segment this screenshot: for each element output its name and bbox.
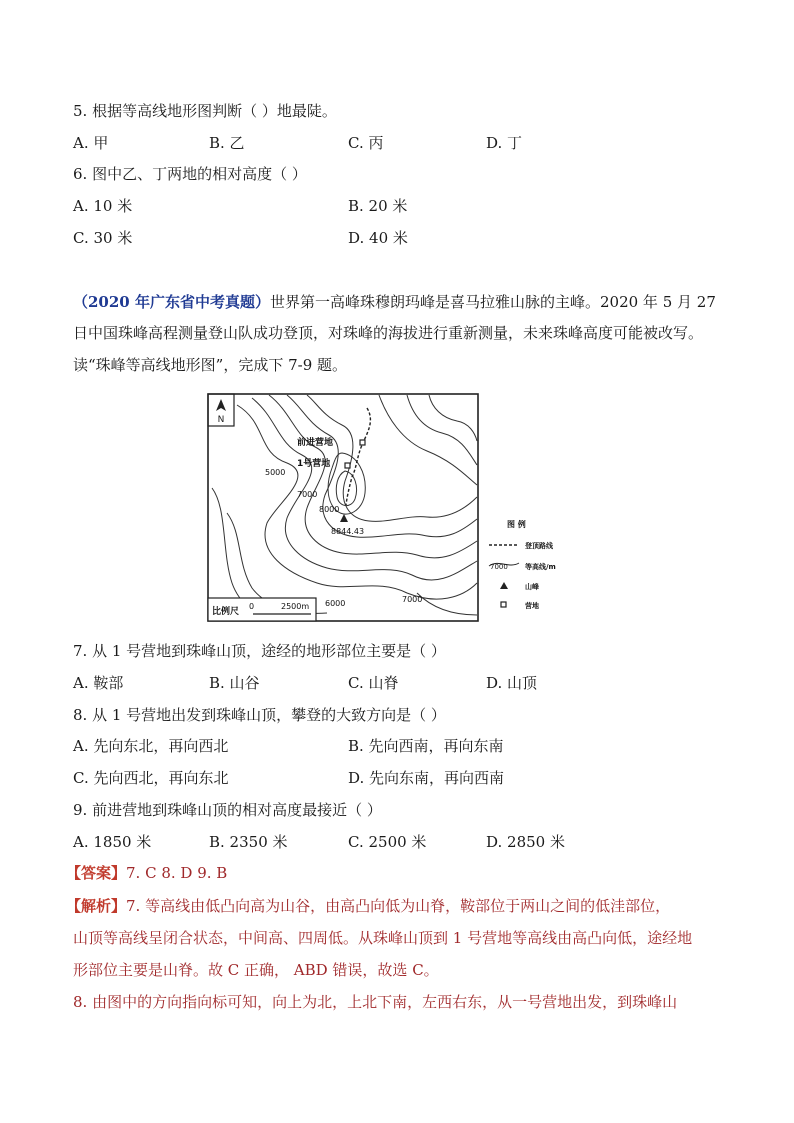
q6-option-c: C. 30 米 bbox=[73, 229, 133, 247]
q8-stem: 8. 从 1 号营地出发到珠峰山顶，攀登的大致方向是（ ） bbox=[73, 706, 446, 724]
q9-option-d: D. 2850 米 bbox=[486, 833, 565, 851]
q8-option-b: B. 先向西南，再向东南 bbox=[348, 737, 504, 755]
front-camp-label: 前进营地 bbox=[297, 438, 334, 448]
intro-line-2: 日中国珠峰高程测量登山队成功登顶，对珠峰的海拔进行重新测量，未来珠峰高度可能被改写。 bbox=[73, 324, 704, 342]
q6-option-b: B. 20 米 bbox=[348, 197, 408, 215]
q6-stem: 6. 图中乙、丁两地的相对高度（ ） bbox=[73, 165, 307, 183]
contour-7000b-label: 7000 bbox=[402, 595, 423, 604]
q5-option-c: C. 丙 bbox=[348, 134, 384, 152]
q5-stem: 5. 根据等高线地形图判断（ ）地最陡。 bbox=[73, 102, 337, 120]
q6-option-a: A. 10 米 bbox=[73, 197, 133, 215]
legend-camp-icon bbox=[501, 602, 506, 607]
q8-option-a: A. 先向东北，再向西北 bbox=[73, 737, 229, 755]
legend-route-label: 登顶路线 bbox=[525, 542, 553, 550]
climbing-route bbox=[346, 408, 370, 505]
analysis-label: 【解析】 bbox=[66, 897, 127, 915]
intro-line-1 bbox=[73, 292, 716, 312]
camp-1-marker bbox=[345, 463, 350, 468]
q6-option-d: D. 40 米 bbox=[348, 229, 408, 247]
legend-peak-label: 山峰 bbox=[525, 583, 539, 591]
intro-line-1-text: 世界第一高峰珠穆朗玛峰是喜马拉雅山脉的主峰。2020 年 5 月 27 bbox=[269, 293, 716, 311]
source-tag: （2020 年广东省中考真题） bbox=[73, 293, 270, 311]
camp-1-label: 1号营地 bbox=[297, 459, 331, 469]
answer-text: 7. C 8. D 9. B bbox=[126, 864, 228, 882]
q7-option-b: B. 山谷 bbox=[209, 674, 260, 692]
answer-line bbox=[66, 863, 227, 883]
answer-label: 【答案】 bbox=[66, 864, 127, 882]
summit-peak-icon bbox=[340, 514, 348, 522]
legend-title: 图 例 bbox=[507, 520, 526, 529]
front-camp-marker bbox=[360, 440, 365, 445]
q9-stem: 9. 前进营地到珠峰山顶的相对高度最接近（ ） bbox=[73, 801, 382, 819]
legend-camp-label: 营地 bbox=[525, 602, 539, 610]
legend-contour-label: 等高线/m bbox=[525, 563, 556, 571]
analysis-line-1 bbox=[66, 896, 670, 916]
intro-line-3: 读“珠峰等高线地形图”，完成下 7-9 题。 bbox=[73, 356, 348, 374]
analysis-line-2: 山顶等高线呈闭合状态，中间高、四周低。从珠峰山顶到 1 号营地等高线由高凸向低，途经地 bbox=[73, 929, 693, 947]
everest-contour-map bbox=[207, 393, 587, 623]
scale-end: 2500m bbox=[281, 602, 310, 611]
contour-lines bbox=[212, 395, 477, 621]
q8-option-d: D. 先向东南，再向西南 bbox=[348, 769, 505, 787]
q7-option-a: A. 鞍部 bbox=[73, 674, 124, 692]
analysis-line-4: 8. 由图中的方向指向标可知，向上为北，上北下南，左西右东，从一号营地出发，到珠峰山 bbox=[73, 993, 678, 1011]
q5-option-a: A. 甲 bbox=[73, 134, 109, 152]
legend-contour-value: 7000 bbox=[490, 563, 508, 571]
q9-option-a: A. 1850 米 bbox=[73, 833, 152, 851]
contour-7000-label: 7000 bbox=[297, 490, 318, 499]
contour-6000-label: 6000 bbox=[325, 599, 346, 608]
q5-option-b: B. 乙 bbox=[209, 134, 245, 152]
north-label: N bbox=[217, 415, 225, 425]
q9-option-b: B. 2350 米 bbox=[209, 833, 288, 851]
summit-elevation-label: 8844.43 bbox=[331, 527, 365, 536]
scale-zero: 0 bbox=[249, 602, 255, 611]
q5-option-d: D. 丁 bbox=[486, 134, 523, 152]
q8-option-c: C. 先向西北，再向东北 bbox=[73, 769, 229, 787]
contour-8000-label: 8000 bbox=[319, 505, 340, 514]
q7-option-c: C. 山脊 bbox=[348, 674, 399, 692]
scale-label: 比例尺 bbox=[212, 607, 240, 617]
q9-option-c: C. 2500 米 bbox=[348, 833, 427, 851]
analysis-line-1-text: 7. 等高线由低凸向高为山谷，由高凸向低为山脊，鞍部位于两山之间的低洼部位， bbox=[126, 897, 671, 915]
north-arrow-icon bbox=[216, 399, 226, 425]
contour-5000-label: 5000 bbox=[265, 468, 286, 477]
q7-option-d: D. 山顶 bbox=[486, 674, 538, 692]
legend-peak-icon bbox=[500, 582, 508, 589]
analysis-line-3: 形部位主要是山脊。故 C 正确， ABD 错误，故选 C。 bbox=[73, 961, 439, 979]
q7-stem: 7. 从 1 号营地到珠峰山顶，途经的地形部位主要是（ ） bbox=[73, 642, 446, 660]
